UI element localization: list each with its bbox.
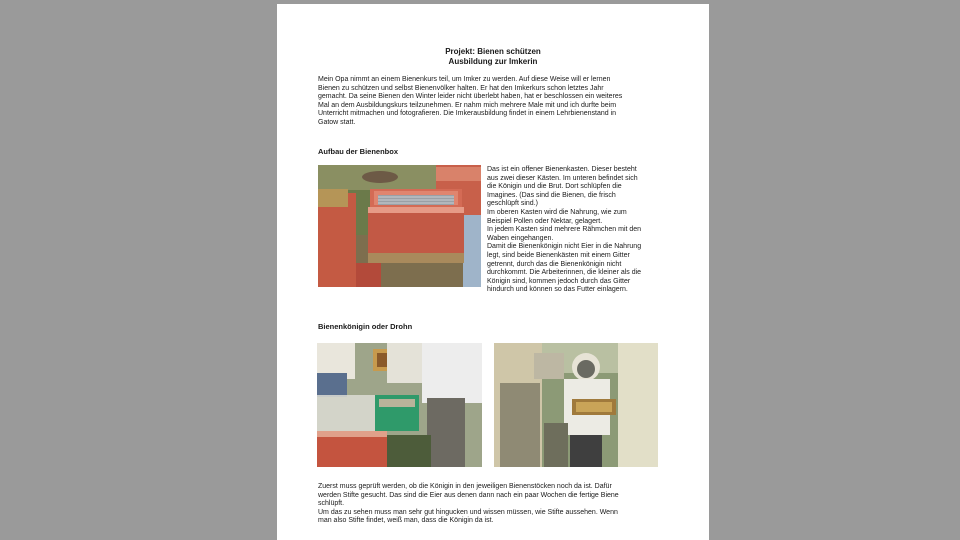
description-line: aus zwei dieser Kästen. Im unteren befindet sich: [487, 174, 638, 182]
beekeepers-photo-left: [317, 343, 482, 467]
description-line: Beispiel Pollen oder Nektar, gelagert.: [487, 217, 603, 225]
document-page: [277, 4, 709, 540]
paragraph-line: Zuerst muss geprüft werden, ob die Königin in den jeweiligen Bienenstöcken noch da ist. Dafür: [318, 483, 612, 490]
description-line: Damit die Bienenkönigin nicht Eier in die Nahrung: [487, 243, 642, 251]
intro-line: Bienen zu schützen und selbst Bienenvölker halten. Er hat den Imkerkurs schon letztes Jahr: [318, 84, 604, 92]
description-line: hindurch und können so das Futter einlagern.: [487, 286, 628, 294]
description-line: Im oberen Kasten wird die Nahrung, wie zum: [487, 208, 627, 216]
paragraph-line: Um das zu sehen muss man sehr gut hingucken und wissen müssen, wie Stifte aussehen. Wenn: [318, 508, 618, 516]
intro-line: Unterricht mitmachen und fotografieren. Die Imkerausbildung findet in einem Lehrbienenstand in: [318, 110, 617, 118]
beekeeper-frame-photo: [494, 343, 658, 467]
section-heading-bienenbox: Aufbau der Bienenbox: [318, 147, 399, 156]
section-heading-koenigin: Bienenkönigin oder Drohn: [318, 322, 413, 331]
bienenbox-description: [487, 166, 641, 295]
paragraph-line: man also Stifte findet, weiß man, dass die Königin da ist.: [318, 517, 494, 525]
page-title: Projekt: Bienen schützen: [445, 47, 541, 56]
description-line: durchkommt. Die Arbeiterinnen, die kleiner als die: [487, 269, 642, 277]
description-line: legt, sind beide Bienenkästen mit einem Gitter: [487, 251, 630, 259]
description-line: In jedem Kasten sind mehrere Rähmchen mit den: [487, 226, 642, 234]
paragraph-line: werden Stifte gesucht. Das sind die Eier aus denen dann nach ein paar Wochen die fertige Biene: [318, 491, 619, 499]
description-line: die Königin und die Brut. Dort schlüpfen die: [487, 183, 622, 191]
description-line: Waben eingehangen.: [487, 234, 554, 242]
description-line: geschlüpft sind.): [487, 200, 538, 208]
description-line: Königin sind, kommen jedoch durch das Gitter: [487, 277, 631, 285]
koenigin-paragraph: [318, 483, 619, 526]
paragraph-line: schlüpft.: [318, 500, 345, 508]
intro-line: Gatow statt.: [318, 118, 356, 126]
page-subtitle: Ausbildung zur Imkerin: [448, 57, 538, 66]
description-line: getrennt, durch das die Bienenkönigin nicht: [487, 260, 622, 268]
intro-line: Mein Opa nimmt an einem Bienenkurs teil, um Imker zu werden. Auf diese Weise will er lernen: [318, 76, 611, 83]
intro-paragraph: [318, 76, 622, 128]
beehive-box-photo: [318, 165, 481, 287]
intro-line: gemacht. Da seine Bienen den Winter leider nicht überlebt haben, hat er beschlossen ein weiteres: [318, 93, 623, 101]
intro-line: Mal an dem Ausbildungskurs teilzunehmen. Er nahm mich mehrere Male mit und ich durfte beim: [318, 101, 617, 109]
description-line: Imagines. (Das sind die Bienen, die frisch: [487, 191, 616, 199]
description-line: Das ist ein offener Bienenkasten. Dieser besteht: [487, 166, 637, 173]
